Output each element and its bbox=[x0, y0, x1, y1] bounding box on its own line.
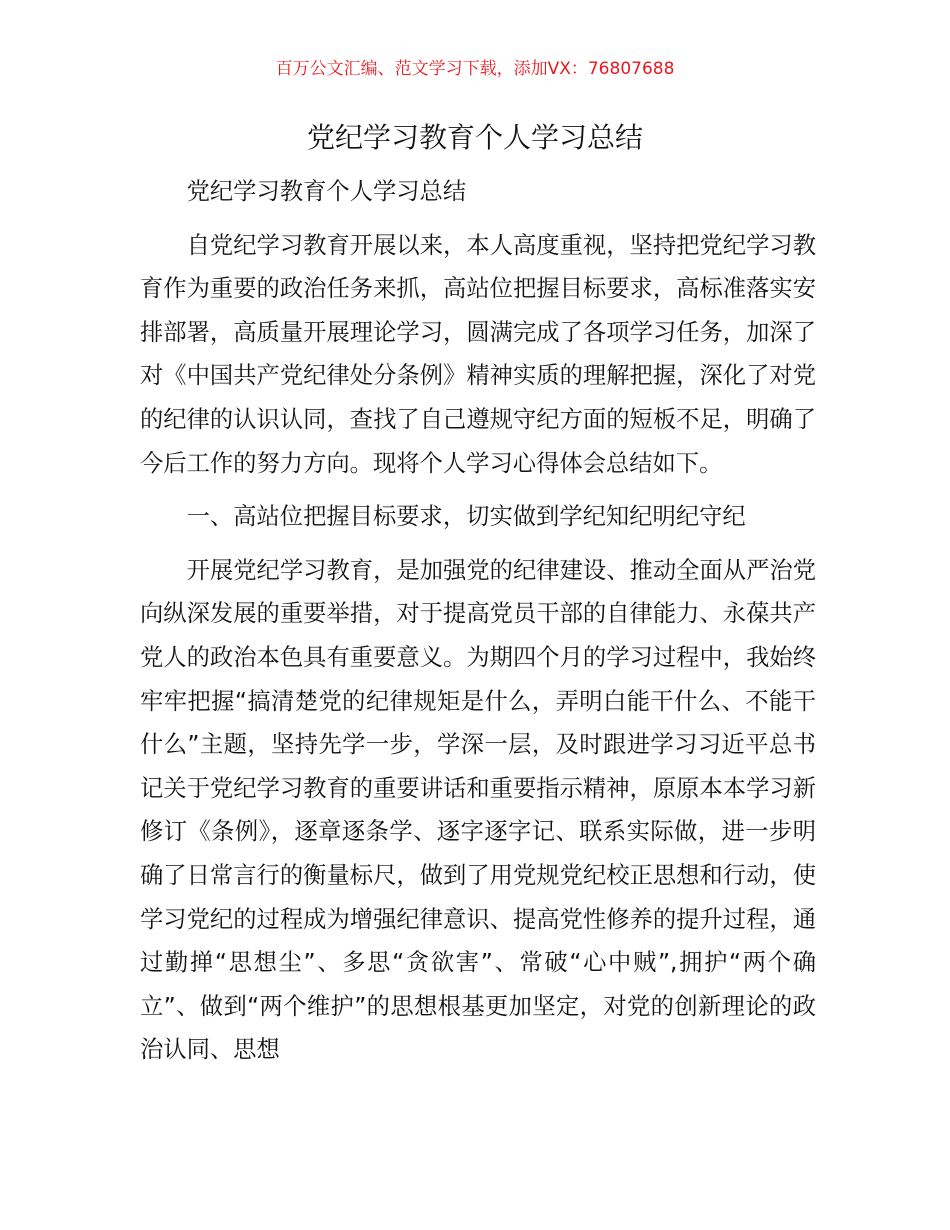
paragraph-intro: 自党纪学习教育开展以来，本人高度重视，坚持把党纪学习教育作为重要的政治任务来抓，高站位把握目标要求，高标准落实安排部署，高质量开展理论学习，圆满完成了各项学习任务，加深了对《中国共产党纪律处分条例》精神实质的理解把握，深化了对党的纪律的认识认同，查找了自己遵规守纪方面的短板不足，明确了今后工作的努力方向。现将个人学习心得体会总结如下。 bbox=[140, 231, 816, 477]
document-title: 党纪学习教育个人学习总结 bbox=[306, 121, 643, 154]
paragraph-section-1: 开展党纪学习教育，是加强党的纪律建设、推动全面从严治党向纵深发展的重要举措，对于提高党员干部的自律能力、永葆共产党人的政治本色具有重要意义。为期四个月的学习过程中，我始终牢牢把握“搞清楚党的纪律规矩是什么，弄明白能干什么、不能干什么”主题，坚持先学一步，学深一层，及时跟进学习习近平总书记关于党纪学习教育的重要讲话和重要指示精神，原原本本学习新修订《条例》，逐章逐条学、逐字逐字记、联系实际做，进一步明确了日常言行的衡量标尺，做到了用党规党纪校正思想和行动，使学习党纪的过程成为增强纪律意识、提高党性修养的提升过程，通过勤掸“思想尘”、多思“贪欲害”、常破“心中贼”,拥护“两个确立”、做到“两个维护”的思想根基更加坚定，对党的创新理论的政治认同、思想 bbox=[140, 556, 816, 1064]
document-subtitle: 党纪学习教育个人学习总结 bbox=[186, 178, 467, 205]
watermark-header: 百万公文汇编、范文学习下载，添加VX：76807688 bbox=[275, 59, 675, 79]
section-heading-1: 一、高站位把握目标要求，切实做到学纪知纪明纪守纪 bbox=[186, 503, 746, 531]
document-body bbox=[140, 170, 816, 1082]
